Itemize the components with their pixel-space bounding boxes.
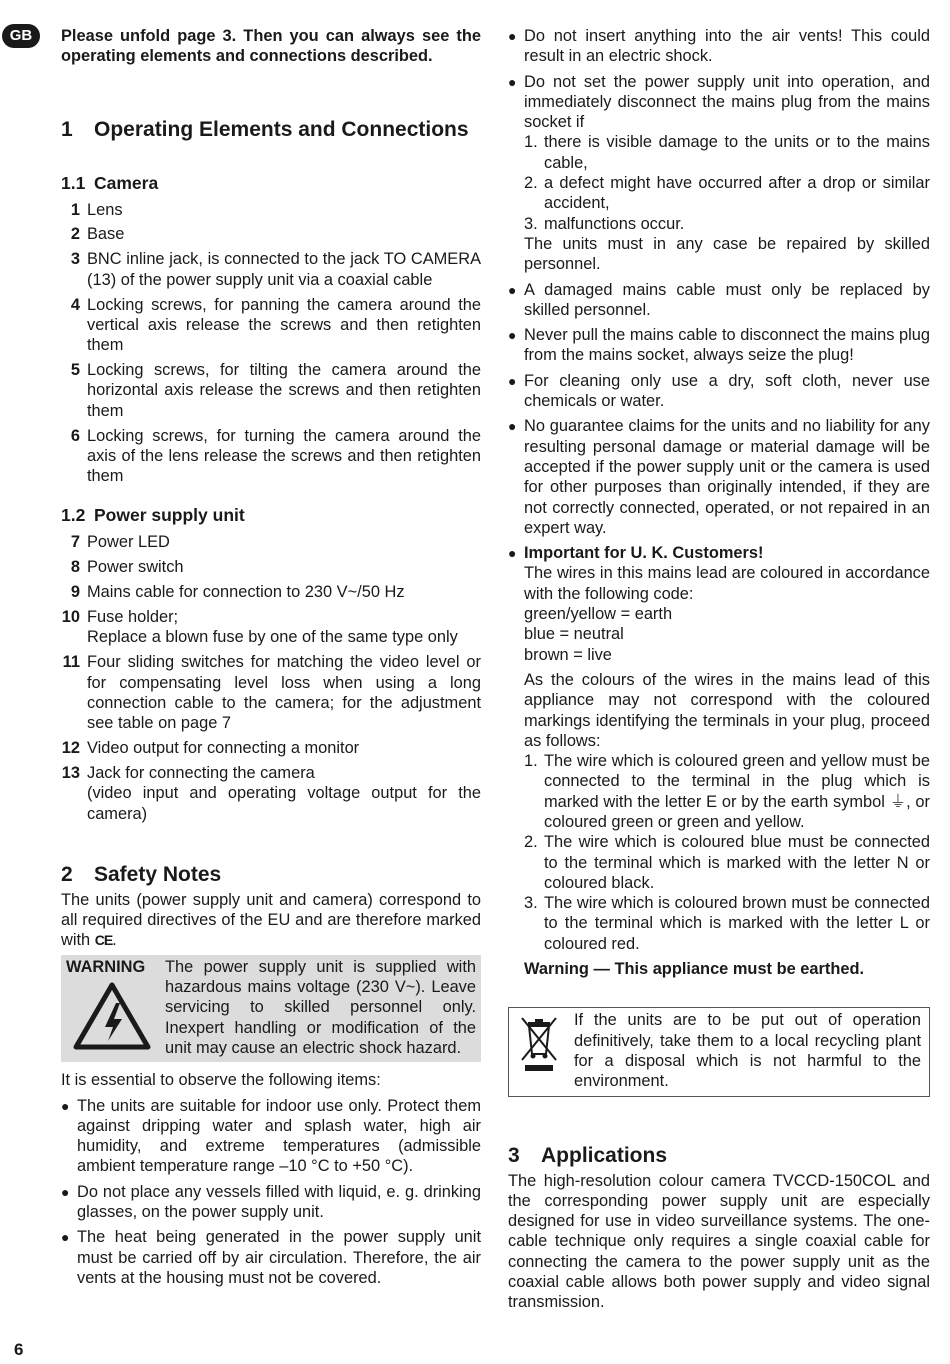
item-number: 10: [61, 608, 80, 627]
page-number: 6: [14, 1340, 24, 1359]
bullet-icon: ●: [61, 1097, 70, 1114]
applications-text: The high-resolution colour camera TVCCD-150COL and the corresponding power supply unit are especially designed for use in video surveillance systems. The one-cable technique only requires a single coaxial cable for connecting the camera to the power supply unit as the coaxial cable allows both power supply and video signal transmission.: [508, 1171, 930, 1312]
numbered-item-number: 3.: [524, 894, 538, 913]
bullet-text: For cleaning only use a dry, soft cloth, never use chemicals or water.: [524, 371, 930, 411]
item-text: [87, 738, 481, 758]
subsection-title: Camera: [94, 172, 159, 193]
bullet-item: [61, 1182, 481, 1223]
numbered-item: [524, 132, 930, 173]
item-number: 3: [70, 250, 80, 269]
intro-note: Please unfold page 3. Then you can always see the operating elements and connections described.: [61, 27, 481, 66]
item-text: [87, 607, 481, 648]
item-text: [87, 249, 481, 290]
item-text-line: Video output for connecting a monitor: [87, 739, 360, 758]
uk-color-code: blue = neutral: [524, 625, 624, 644]
numbered-item: [524, 214, 930, 234]
item-text: [87, 532, 481, 552]
item-number: 9: [70, 583, 80, 602]
item-text-line: Base: [87, 225, 125, 244]
numbered-item-text: a defect might have occurred after a drop or similar accident,: [544, 174, 930, 213]
item-number: 12: [61, 739, 80, 758]
item-text-line-2: Replace a blown fuse by one of the same type only: [87, 628, 458, 647]
item-number: 1: [70, 200, 80, 219]
numbered-item: [524, 893, 930, 954]
uk-paragraph: As the colours of the wires in the mains lead of this appliance may not correspond with the coloured markings identifying the terminals in your plug, proceed as follows:: [524, 670, 930, 750]
warning-text: The power supply unit is supplied with hazardous mains voltage (230 V~). Leave servicing to skilled personnel only. Inexpert handling or modification of the unit may cause an electric shock hazard.: [165, 957, 476, 1057]
item-text-line: Mains cable for connection to 230 V~/50 Hz: [87, 583, 405, 602]
high-voltage-warning-icon: [72, 981, 152, 1051]
item-text: [87, 295, 481, 356]
list-item: [61, 652, 481, 733]
section-number: 1: [61, 117, 73, 141]
bullet-item: [508, 371, 930, 412]
item-number: 6: [70, 426, 80, 445]
warning-label: WARNING: [66, 957, 146, 976]
bullet-icon: ●: [508, 418, 517, 435]
item-number: 13: [61, 763, 80, 782]
bullet-item: [61, 1227, 481, 1288]
bullet-icon: ●: [508, 28, 517, 44]
item-text: [87, 360, 481, 421]
ce-mark: CE: [94, 932, 113, 949]
section-title: Safety Notes: [94, 862, 222, 886]
item-text-line: Locking screws, for panning the camera around the vertical axis release the screws and then retighten them: [87, 295, 481, 355]
bullet-item: [508, 280, 930, 321]
right-column: [508, 26, 930, 1313]
list-item: [61, 426, 481, 487]
bullet-text: The heat being generated in the power supply unit must be carried off by air circulation. Therefore, the air vents at the housing must not be covered.: [77, 1228, 481, 1287]
numbered-item-text: The wire which is coloured blue must be connected to the terminal which is marked with the letter N or coloured black.: [544, 833, 930, 892]
numbered-item: [524, 832, 930, 893]
subsection-camera-heading: [61, 172, 481, 194]
numbered-item-text: The wire which is coloured green and yellow must be connected to the terminal in the plug which is marked with the letter E or by the earth symbol ⏚, or coloured green or green and yellow.: [544, 752, 930, 831]
list-item: [61, 582, 481, 602]
bullet-icon: ●: [508, 327, 517, 344]
item-text: [87, 582, 481, 602]
bullet-item: [61, 1096, 481, 1177]
psu-item-list: [61, 532, 481, 823]
numbered-item-number: 1.: [524, 133, 538, 152]
section-title: Operating Elements and Connections: [94, 117, 469, 141]
conformity-text: The units (power supply unit and camera) correspond to all required directives of the EU and are therefore marked with CE.: [61, 890, 481, 950]
bullet-item: [508, 325, 930, 366]
bullet-icon: ●: [508, 281, 517, 298]
uk-color-code: green/yellow = earth: [524, 605, 673, 624]
subsection-number: 1.1: [61, 172, 86, 193]
list-item: [61, 360, 481, 421]
item-number: 7: [70, 533, 80, 552]
bullet-text: The units are suitable for indoor use only. Protect them against dripping water and splash water, high air humidity, and extreme temperatures (admissible ambient temperature range –10 °C to +50 °C).: [77, 1096, 481, 1176]
list-item: [61, 224, 481, 244]
bullet-icon: ●: [508, 372, 517, 389]
item-number: 5: [70, 361, 80, 380]
item-text-line: Four sliding switches for matching the video level or for compensating level loss when using a long connection cable to the camera; for the adjustment see table on page 7: [87, 653, 481, 733]
observe-text: It is essential to observe the following items:: [61, 1071, 381, 1090]
bullet-item: ● Do not insert anything into the air vents! This could result in an electric shock.: [508, 27, 930, 66]
item-text-line: Jack for connecting the camera: [87, 763, 315, 782]
recycling-box: [508, 1007, 930, 1096]
uk-color-codes: [524, 604, 930, 665]
language-badge: GB: [2, 24, 40, 48]
item-number: 8: [70, 558, 80, 577]
item-text-line: Locking screws, for turning the camera around the axis of the lens release the screws and then retighten them: [87, 426, 481, 486]
bullet-icon: ●: [61, 1183, 70, 1200]
bullet-item: [508, 416, 930, 538]
uk-steps: [524, 751, 930, 954]
item-text-line: Power switch: [87, 558, 184, 577]
item-text: [87, 763, 481, 824]
section-title: Applications: [541, 1143, 668, 1167]
list-item: [61, 295, 481, 356]
uk-title: Important for U. K. Customers!: [524, 544, 764, 563]
section-1-heading: [61, 117, 481, 143]
bullet-item-uk: [508, 543, 930, 979]
bullet-text: No guarantee claims for the units and no liability for any resulting personal damage or material damage will be accepted if the power supply unit or the camera is used for other purposes than originally intended, if they are not correctly connected, operated, or not repaired in an expert way.: [524, 417, 930, 537]
item-text: [87, 224, 481, 244]
item-text-line: Locking screws, for tilting the camera around the horizontal axis release the screws and then retighten them: [87, 361, 481, 420]
damage-list: [524, 132, 930, 233]
list-item: [61, 200, 481, 220]
subsection-title: Power supply unit: [94, 505, 245, 526]
numbered-item: [524, 173, 930, 214]
numbered-item-number: 2.: [524, 174, 538, 193]
numbered-item-number: 3.: [524, 214, 538, 233]
numbered-item-number: 2.: [524, 833, 538, 852]
item-text: [87, 557, 481, 577]
numbered-item-number: 1.: [524, 752, 538, 771]
bullet-icon: ●: [508, 73, 517, 90]
item-text-line: Power LED: [87, 533, 170, 552]
safety-bullet-list-left: [61, 1096, 481, 1289]
bullet-icon: ●: [508, 545, 517, 562]
subsection-number: 1.2: [61, 505, 86, 526]
crossed-bin-icon: [519, 1016, 559, 1072]
list-item: [61, 532, 481, 552]
bullet-icon: ●: [61, 1229, 70, 1246]
safety-bullet-list-right: [508, 280, 930, 539]
recycling-text: If the units are to be put out of operation definitively, take them to a local recycling plant for a disposal which is not harmful to the environment.: [574, 1011, 921, 1091]
item-number: 2: [70, 225, 80, 244]
list-item: [61, 763, 481, 824]
item-text: [87, 426, 481, 487]
camera-item-list: [61, 200, 481, 487]
item-text-line: BNC inline jack, is connected to the jack TO CAMERA (13) of the power supply unit via a coaxial cable: [87, 250, 481, 289]
section-2-heading: [61, 862, 481, 888]
uk-intro: The wires in this mains lead are coloured in accordance with the following code:: [524, 564, 930, 603]
list-item: [61, 557, 481, 577]
list-item: [61, 607, 481, 648]
uk-warning: Warning — This appliance must be earthed.: [524, 960, 865, 979]
left-column: [61, 26, 481, 1293]
numbered-item-text: there is visible damage to the units or to the mains cable,: [544, 133, 930, 172]
uk-color-code: brown = live: [524, 645, 612, 664]
list-item: [61, 249, 481, 290]
item-text-line: Fuse holder;: [87, 608, 179, 627]
item-text-line: Lens: [87, 200, 123, 219]
numbered-item-text: The wire which is coloured brown must be connected to the terminal which is marked with the letter L or coloured red.: [544, 894, 930, 953]
item-number: 11: [62, 653, 80, 672]
item-text-line-2: (video input and operating voltage output for the camera): [87, 784, 481, 823]
bullet-text: Do not place any vessels filled with liquid, e. g. drinking glasses, on the power supply unit.: [77, 1182, 481, 1221]
warning-box: [61, 955, 481, 1062]
section-number: 2: [61, 862, 73, 886]
subsection-psu-heading: [61, 504, 481, 526]
section-number: 3: [508, 1143, 520, 1167]
bullet-item: ● Do not set the power supply unit into operation, and immediately disconnect the mains plug from the mains socket if 1. there is visible damage to the units or to the mains cable, 2. a defect might have occurred after a drop or similar accident, 3. malfunctions occur. The units must in any case be repaired by skilled personnel.: [508, 72, 930, 274]
section-3-heading: [508, 1143, 930, 1169]
item-text: [87, 652, 481, 733]
bullet-text: Never pull the mains cable to disconnect the mains plug from the mains socket, always seize the plug!: [524, 326, 930, 365]
numbered-item-text: malfunctions occur.: [544, 214, 685, 233]
numbered-item: [524, 751, 930, 832]
item-number: 4: [70, 295, 80, 314]
item-text: [87, 200, 481, 220]
list-item: [61, 738, 481, 758]
bullet-text: A damaged mains cable must only be replaced by skilled personnel.: [524, 280, 930, 319]
